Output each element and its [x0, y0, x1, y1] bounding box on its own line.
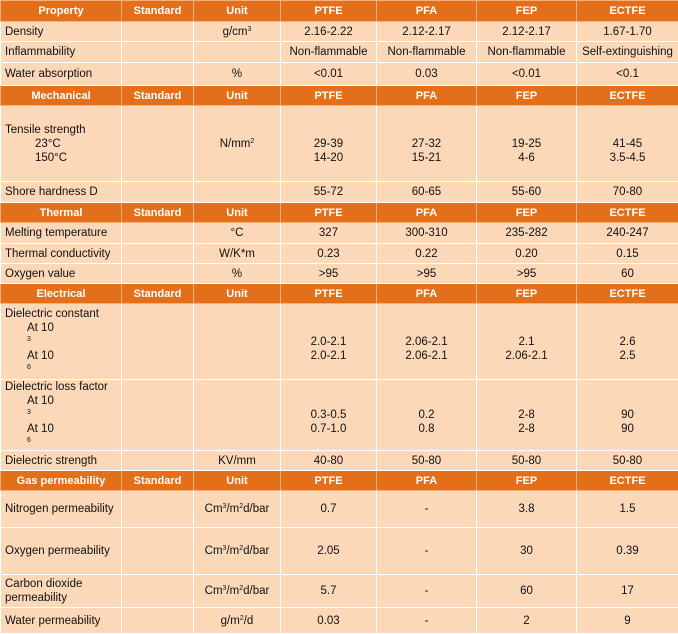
value-cell: 50-80 [477, 451, 577, 471]
header-row-property [1, 1, 678, 22]
unit-cell [194, 380, 281, 451]
header-cell: PTFE [281, 1, 377, 22]
table-row [1, 528, 678, 575]
unit-cell: % [194, 63, 281, 86]
standard-cell [122, 63, 194, 86]
header-cell: PTFE [281, 86, 377, 106]
header-cell: Standard [122, 471, 194, 491]
table-row [1, 575, 678, 608]
header-cell: FEP [477, 471, 577, 491]
value-cell: 240-247 [577, 223, 678, 244]
unit-cell: $g/m^2/d$ [194, 608, 281, 634]
property-label: Water absorption [1, 63, 122, 86]
header-cell: PFA [377, 1, 477, 22]
value-cell: 60 [577, 264, 678, 284]
value-cell: >95 [377, 264, 477, 284]
header-cell: Unit [194, 86, 281, 106]
value-cell: 60 [477, 575, 577, 608]
standard-cell [122, 244, 194, 264]
header-cell: Mechanical [1, 86, 122, 106]
value-cell: 9 [577, 608, 678, 634]
standard-cell [122, 22, 194, 42]
header-cell: FEP [477, 284, 577, 304]
value-cell: 2.0-2.1 2.0-2.1 [281, 304, 377, 380]
value-cell: 2.05 [281, 528, 377, 575]
property-label: Dielectric strength [1, 451, 122, 471]
value-cell: 3.8 [477, 491, 577, 528]
value-cell: 2.6 2.5 [577, 304, 678, 380]
value-cell: 2 [477, 608, 577, 634]
header-cell: PFA [377, 86, 477, 106]
value-cell: 90 90 [577, 380, 678, 451]
property-label: Inflammability [1, 42, 122, 63]
header-cell: Standard [122, 1, 194, 22]
header-cell: Unit [194, 471, 281, 491]
unit-cell: $Cm^3/m^2d$/bar [194, 491, 281, 528]
header-row-mechanical [1, 86, 678, 106]
value-cell: 2.12-2.17 [377, 22, 477, 42]
property-label: Oxygen value [1, 264, 122, 284]
value-cell: 2.12-2.17 [477, 22, 577, 42]
value-cell: 0.23 [281, 244, 377, 264]
header-cell: FEP [477, 1, 577, 22]
value-cell: 300-310 [377, 223, 477, 244]
standard-cell [122, 608, 194, 634]
header-cell: PTFE [281, 284, 377, 304]
value-cell: 0.7 [281, 491, 377, 528]
value-cell: 0.22 [377, 244, 477, 264]
table-row [1, 264, 678, 284]
value-cell: 2.06-2.1 2.06-2.1 [377, 304, 477, 380]
unit-cell: °C [194, 223, 281, 244]
standard-cell [122, 182, 194, 203]
standard-cell [122, 42, 194, 63]
unit-cell: $Cm^3/m^2d$/bar [194, 575, 281, 608]
standard-cell [122, 380, 194, 451]
value-cell: Self-extinguishing [577, 42, 678, 63]
value-cell: 0.15 [577, 244, 678, 264]
value-cell: 0.3-0.5 0.7-1.0 [281, 380, 377, 451]
value-cell: <0.01 [477, 63, 577, 86]
header-cell: Property [1, 1, 122, 22]
property-label: Oxygen permeability [1, 528, 122, 575]
property-label: Density [1, 22, 122, 42]
value-cell: - [377, 491, 477, 528]
header-cell: FEP [477, 203, 577, 223]
value-cell: 5.7 [281, 575, 377, 608]
header-cell: PTFE [281, 203, 377, 223]
table-row [1, 106, 678, 182]
value-cell: 40-80 [281, 451, 377, 471]
unit-cell: $N/mm^2$ [194, 106, 281, 182]
property-label: Thermal conductivity [1, 244, 122, 264]
value-cell: 235-282 [477, 223, 577, 244]
table-row [1, 608, 678, 634]
value-cell: 27-32 15-21 [377, 106, 477, 182]
table-row [1, 304, 678, 380]
header-cell: PFA [377, 284, 477, 304]
value-cell: 17 [577, 575, 678, 608]
unit-cell: % [194, 264, 281, 284]
property-label: Nitrogen permeability [1, 491, 122, 528]
standard-cell [122, 223, 194, 244]
value-cell: 2.1 2.06-2.1 [477, 304, 577, 380]
value-cell: <0.1 [577, 63, 678, 86]
property-label: Tensile strength 23°C 150°C [1, 106, 122, 182]
header-cell: Standard [122, 284, 194, 304]
value-cell: 0.2 0.8 [377, 380, 477, 451]
value-cell: 70-80 [577, 182, 678, 203]
header-cell: Unit [194, 284, 281, 304]
value-cell: - [377, 528, 477, 575]
property-label: Dielectric constant At 10 $^3$ At 10 $^6$ [1, 304, 122, 380]
value-cell: 0.39 [577, 528, 678, 575]
value-cell: 1.5 [577, 491, 678, 528]
header-cell: ECTFE [577, 86, 678, 106]
value-cell: 327 [281, 223, 377, 244]
property-label: Dielectric loss factor At 10 $^3$ At 10 $^6$ [1, 380, 122, 451]
value-cell: 0.03 [377, 63, 477, 86]
unit-cell: $Cm^3/m^2d$/bar [194, 528, 281, 575]
value-cell: 0.03 [281, 608, 377, 634]
table-row [1, 380, 678, 451]
standard-cell [122, 491, 194, 528]
header-row-electrical [1, 284, 678, 304]
header-cell: PFA [377, 203, 477, 223]
value-cell: <0.01 [281, 63, 377, 86]
value-cell: >95 [281, 264, 377, 284]
header-cell: PTFE [281, 471, 377, 491]
unit-cell: $g/cm^3$ [194, 22, 281, 42]
value-cell: - [377, 608, 477, 634]
value-cell: 19-25 4-6 [477, 106, 577, 182]
header-cell: Unit [194, 1, 281, 22]
header-cell: Standard [122, 203, 194, 223]
value-cell: Non-flammable [281, 42, 377, 63]
value-cell: 1.67-1.70 [577, 22, 678, 42]
property-label: Shore hardness D [1, 182, 122, 203]
header-row-thermal [1, 203, 678, 223]
standard-cell [122, 106, 194, 182]
table-row [1, 451, 678, 471]
standard-cell [122, 304, 194, 380]
value-cell: >95 [477, 264, 577, 284]
table-row [1, 223, 678, 244]
standard-cell [122, 528, 194, 575]
unit-cell [194, 42, 281, 63]
table-row [1, 244, 678, 264]
value-cell: 41-45 3.5-4.5 [577, 106, 678, 182]
value-cell: 50-80 [577, 451, 678, 471]
header-cell: Electrical [1, 284, 122, 304]
value-cell: 55-72 [281, 182, 377, 203]
table-row [1, 22, 678, 42]
header-cell: Unit [194, 203, 281, 223]
standard-cell [122, 451, 194, 471]
unit-cell [194, 304, 281, 380]
value-cell: 2.16-2.22 [281, 22, 377, 42]
header-cell: ECTFE [577, 284, 678, 304]
header-cell: PFA [377, 471, 477, 491]
table-row [1, 182, 678, 203]
standard-cell [122, 264, 194, 284]
header-cell: Standard [122, 86, 194, 106]
table-row [1, 42, 678, 63]
value-cell: 50-80 [377, 451, 477, 471]
header-cell: ECTFE [577, 471, 678, 491]
property-label: Carbon dioxide permeability [1, 575, 122, 608]
unit-cell [194, 182, 281, 203]
table-row [1, 63, 678, 86]
unit-cell: KV/mm [194, 451, 281, 471]
table-row [1, 491, 678, 528]
property-label: Water permeability [1, 608, 122, 634]
value-cell: Non-flammable [377, 42, 477, 63]
value-cell: - [377, 575, 477, 608]
value-cell: 0.20 [477, 244, 577, 264]
value-cell: 29-39 14-20 [281, 106, 377, 182]
header-cell: Gas permeability [1, 471, 122, 491]
value-cell: 60-65 [377, 182, 477, 203]
standard-cell [122, 575, 194, 608]
header-row-gas-permeability [1, 471, 678, 491]
header-cell: Thermal [1, 203, 122, 223]
header-cell: FEP [477, 86, 577, 106]
value-cell: 55-60 [477, 182, 577, 203]
header-cell: ECTFE [577, 203, 678, 223]
unit-cell: W/K*m [194, 244, 281, 264]
property-label: Melting temperature [1, 223, 122, 244]
value-cell: 2-8 2-8 [477, 380, 577, 451]
value-cell: 30 [477, 528, 577, 575]
header-cell: ECTFE [577, 1, 678, 22]
value-cell: Non-flammable [477, 42, 577, 63]
